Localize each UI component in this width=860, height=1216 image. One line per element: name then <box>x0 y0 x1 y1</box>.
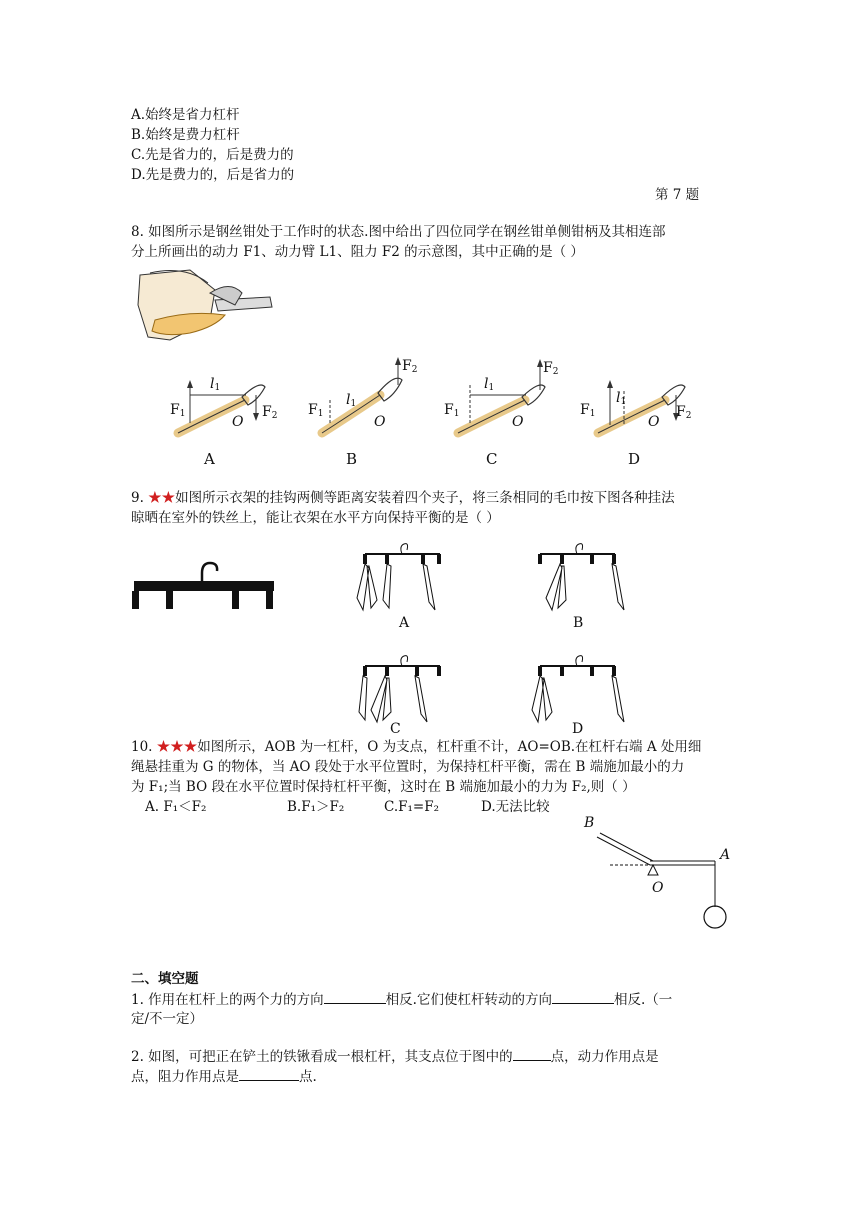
q8-b-o-label: O <box>374 414 386 430</box>
q10-option-d: D.无法比较 <box>481 799 550 815</box>
q8-d-f2-label: $F_2$ <box>676 404 692 421</box>
q7-option-d: D.先是费力的，后是省力的 <box>131 167 295 183</box>
q7-option-a: A.始终是省力杠杆 <box>131 107 240 123</box>
q9-option-label-a: A <box>399 615 410 631</box>
q8-a-l1-label: $l_1$ <box>210 376 221 393</box>
hand-pliers-illustration <box>130 265 280 345</box>
q8-option-label-a: A <box>204 450 215 468</box>
q1-blank-2[interactable] <box>552 989 614 1004</box>
section2-q1-line1: 1. 作用在杠杆上的两个力的方向 相反.它们使杠杆转动的方向 相反.（一 <box>131 989 672 1010</box>
q8-option-label-c: C <box>486 450 498 468</box>
hanger-illustration <box>132 555 277 625</box>
q10-option-a: A. F₁＜F₂ <box>145 799 207 815</box>
q8-c-f2-label: $F_2$ <box>543 360 559 377</box>
q9-stem-line1: 9. ★★如图所示衣架的挂钩两侧等距离安装着四个夹子，将三条相同的毛巾按下图各种挂法 <box>131 490 675 506</box>
q10-label-b: B <box>584 815 595 831</box>
q2-blank-resistance[interactable] <box>239 1066 299 1081</box>
hanger-option-d <box>532 656 624 722</box>
q9-option-label-d: D <box>572 721 584 737</box>
q10-stem-line3: 为 F₁;当 BO 段在水平位置时保持杠杆平衡，这时在 B 端施加最小的力为 F₂,则（ ） <box>131 779 636 795</box>
pliers-diagram-c <box>458 359 545 433</box>
q8-a-o-label: O <box>232 414 244 430</box>
q8-b-f2-label: $F_2$ <box>402 358 418 375</box>
difficulty-stars: ★★★ <box>156 739 198 755</box>
q8-d-f1-label: $F_1$ <box>580 402 596 419</box>
q7-option-b: B.始终是费力杠杆 <box>131 127 240 143</box>
q10-option-b: B.F₁＞F₂ <box>287 799 345 815</box>
section2-q2-line1: 2. 如图，可把正在铲土的铁锹看成一根杠杆，其支点位于图中的 点，动力作用点是 <box>131 1046 659 1067</box>
hanger-option-b <box>538 544 624 610</box>
q9-option-label-b: B <box>573 615 584 631</box>
q9-stem-line2: 晾晒在室外的铁丝上，能让衣架在水平方向保持平衡的是（ ） <box>131 510 500 526</box>
q7-option-c: C.先是省力的，后是费力的 <box>131 147 294 163</box>
q10-stem-line1: 10. ★★★如图所示，AOB 为一杠杆，O 为支点，杠杆重不计，AO=OB.在杠杆右端 A 处用细 <box>131 739 702 755</box>
difficulty-stars: ★★ <box>148 490 176 506</box>
pliers-diagram-b <box>322 357 402 433</box>
q9-option-label-c: C <box>390 721 401 737</box>
section2-title: 二、填空题 <box>131 971 199 987</box>
q10-stem-line2: 绳悬挂重为 G 的物体，当 AO 段处于水平位置时，为保持杠杆平衡，需在 B 端施加最小的力 <box>131 759 685 775</box>
q8-b-f1-label: $F_1$ <box>308 402 324 419</box>
hanger-options-diagrams <box>355 538 645 738</box>
section2-q2-line2: 点，阻力作用点是 点. <box>131 1066 317 1087</box>
pliers-diagram-d <box>598 380 685 433</box>
q8-d-l1-label: $l_1$ <box>616 390 627 407</box>
q8-b-l1-label: $l_1$ <box>346 392 357 409</box>
q7-figure-caption: 第 7 题 <box>655 187 700 203</box>
pliers-diagram-a <box>178 380 265 433</box>
q1-blank-1[interactable] <box>324 989 386 1004</box>
section2-q1-line2: 定/不一定） <box>131 1011 204 1027</box>
q10-option-c: C.F₁=F₂ <box>384 799 440 815</box>
q8-option-label-b: B <box>346 450 358 468</box>
hanger-option-c <box>359 656 441 722</box>
q8-d-o-label: O <box>648 414 660 430</box>
q2-blank-fulcrum[interactable] <box>513 1046 551 1061</box>
q8-stem-line1: 8. 如图所示是钢丝钳处于工作时的状态.图中给出了四位同学在钢丝钳单侧钳柄及其相连部 <box>131 224 666 240</box>
q8-c-f1-label: $F_1$ <box>444 402 460 419</box>
lever-aob-diagram <box>595 825 740 935</box>
hanger-option-a <box>357 544 441 610</box>
q8-c-l1-label: $l_1$ <box>484 376 495 393</box>
q8-option-label-d: D <box>628 450 641 468</box>
q8-c-o-label: O <box>512 414 524 430</box>
q8-a-f1-label: $F_1$ <box>170 402 186 419</box>
q10-label-o: O <box>652 880 664 896</box>
q8-a-f2-label: $F_2$ <box>262 404 278 421</box>
q8-stem-line2: 分上所画出的动力 F1、动力臂 L1、阻力 F2 的示意图，其中正确的是（ ） <box>131 244 584 260</box>
q10-label-a: A <box>720 847 731 863</box>
